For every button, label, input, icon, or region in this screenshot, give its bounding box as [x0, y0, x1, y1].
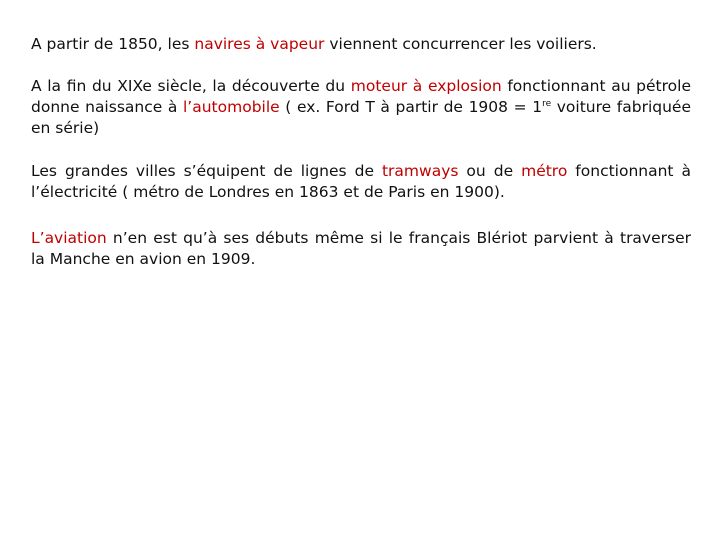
paragraph-steamships: [31, 34, 691, 55]
text-run: viennent concurrencer les voiliers.: [324, 35, 597, 53]
text-run: ( ex. Ford T à partir de 1908 = 1: [279, 98, 543, 116]
text-run: A partir de 1850, les: [31, 35, 195, 53]
text-run: fonctionnant au pétrole donne naissance à: [31, 77, 691, 116]
text-run: fonctionnant à l’électricité ( métro de Londres en 1863 et de Paris en 1900).: [31, 162, 691, 201]
highlight-steamships: navires à vapeur: [194, 35, 325, 53]
text-run: A la fin du XIXe siècle, la découverte du: [31, 77, 351, 95]
text-run: voiture fabriquée en série): [31, 98, 691, 137]
paragraph-aviation: [31, 228, 691, 270]
superscript-ordinal: re: [542, 99, 552, 109]
paragraph-automobile: [31, 76, 691, 139]
text-run: n’en est qu’à ses débuts même si le français Blériot parvient à traverser la Manche en avion en 1909.: [31, 229, 691, 268]
highlight-aviation: L’aviation: [31, 229, 107, 247]
highlight-combustion-engine: moteur à explosion: [350, 77, 502, 95]
paragraph-tramways-metro: [31, 161, 691, 203]
highlight-metro: métro: [521, 162, 568, 180]
highlight-automobile: l’automobile: [183, 98, 280, 116]
highlight-tramways: tramways: [381, 162, 459, 180]
text-run: Les grandes villes s’équipent de lignes de: [31, 162, 382, 180]
text-run: ou de: [458, 162, 522, 180]
